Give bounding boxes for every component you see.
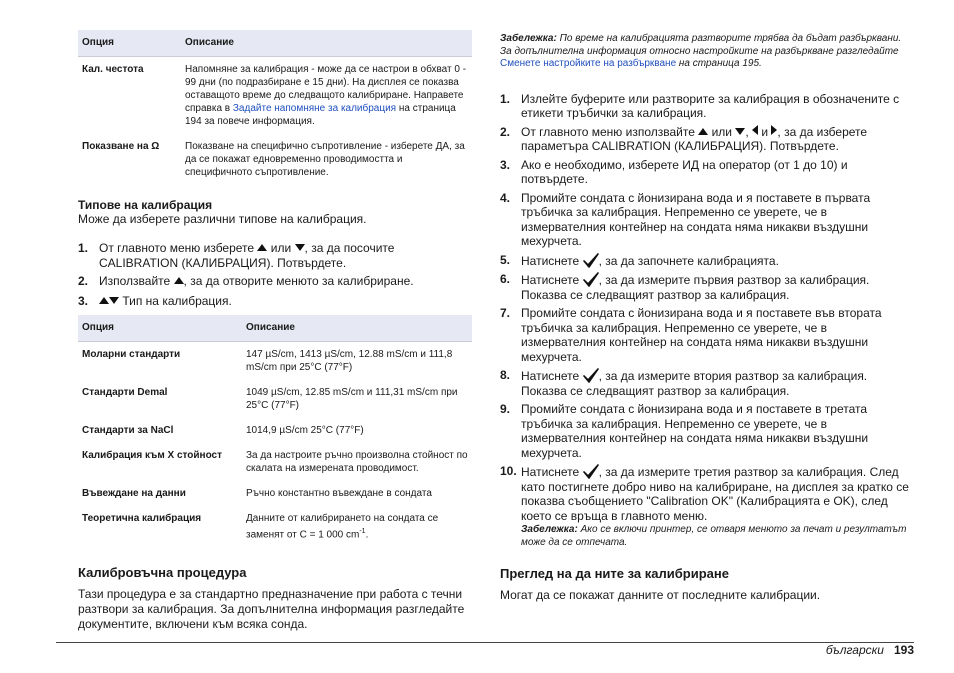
table-row [78, 342, 472, 381]
table-row [78, 57, 472, 135]
up-arrow-icon [174, 277, 184, 284]
calibration-types-heading: Типове на калибрация [78, 198, 213, 212]
confirm-check-icon [583, 464, 599, 479]
up-arrow-icon [257, 244, 267, 251]
up-arrow-icon [698, 128, 708, 135]
option-description: Данните от калибрирането на сондата се заменят от C = 1 000 $cm^{-1}$. [246, 513, 439, 541]
option-description: За да настроите ръчно произволна стойност по скалата на измерената проводимост. [246, 450, 468, 474]
list-item: 1. От главното меню изберете или , за да посочите CALIBRATION (КАЛИБРАЦИЯ). Потвърдете. [78, 241, 395, 270]
options-table-2 [78, 315, 472, 547]
stirring-note: Забележка: По време на калибрацията разтворите трябва да бъдат разбърквани. За допълнителна информация относно настройките на разбъркване разгледайте Сменете настройките на разбъркване на страница 195. [500, 33, 902, 69]
option-key: Показване на Ω [82, 141, 160, 152]
table-row [78, 506, 472, 547]
option-key: Моларни стандарти [82, 349, 181, 360]
calibration-procedure-heading: Калибровъчна процедура [78, 565, 247, 581]
table-row [78, 418, 472, 443]
table-row [78, 481, 472, 506]
option-key: Стандарти за NaCl [82, 425, 174, 436]
left-column [78, 30, 472, 632]
down-arrow-icon [109, 297, 119, 304]
table2-header-option: Опция [78, 315, 242, 342]
table-row [78, 380, 472, 418]
calibration-types-steps [78, 241, 472, 308]
option-description: 1049 µS/cm, 12.85 mS/cm и 111,31 mS/cm при 25°C (77°F) [246, 387, 458, 411]
list-item: 3. Тип на калибрация. [78, 293, 232, 308]
list-item: 6. Натиснете , за да измерите първия разтвор за калибрация. Показва се следващият разтвор за калибрация. [500, 272, 870, 302]
option-description: Показване на специфично съпротивление - изберете ДА, за да се покажат едновременно проводимостта и специфичното съпротивление. [185, 141, 465, 178]
list-item: 8. Натиснете , за да измерите втория разтвор за калибрация. Показва се следващият разтвор за калибрация. [500, 368, 868, 398]
option-description: Напомняне за калибрация - може да се настрои в обхват 0 - 99 дни (по подразбиране е 15 дни). На дисплея се показва оставащото време до следващото калибриране. Направете справка в Задайте напомняне за калибрация на страница 194 за повече информация. [185, 64, 467, 127]
stirring-settings-link[interactable]: Сменете настройките на разбъркване [500, 58, 677, 69]
option-key: Кал. честота [82, 64, 144, 75]
down-arrow-icon [735, 128, 745, 135]
calibration-types-intro: Може да изберете различни типове на калибрация. [78, 212, 367, 226]
confirm-check-icon [583, 253, 599, 268]
list-item: 2. Използвайте , за да отворите менюто за калибриране. [78, 274, 414, 288]
list-item: 3. Ако е необходимо, изберете ИД на оператор (от 1 до 10) и потвърдете. [500, 157, 848, 186]
left-arrow-icon [752, 125, 758, 135]
calibration-reminder-link[interactable]: Задайте напомняне за калибрация [232, 103, 397, 114]
footer-language: български [825, 643, 884, 657]
option-key: Теоретична калибрация [82, 513, 202, 524]
right-column [500, 33, 912, 602]
up-arrow-icon [99, 297, 109, 304]
option-description: 147 µS/cm, 1413 µS/cm, 12.88 mS/cm и 111,8 mS/cm при 25°C (77°F) [246, 349, 453, 373]
footer-divider [56, 642, 914, 643]
list-item: 4. Промийте сондата с йонизирана вода и я поставете в първата тръбичка за калибрация. Непременно се уверете, че в измервателния контейнер на сондата няма никакви въздушни мехурчета. [500, 190, 871, 248]
list-item: 10. Натиснете , за да измерите третия разтвор за калибрация. След като постигнете добро ниво на калибриране, на дисплея за кратко се показва съобщението "Calibration OK" (Калибрацията е OK), след което се връща в главното меню. Забележка: Ако се включи принтер, се отваря менюто за печат и резултатът може да се отпечата. [500, 464, 912, 549]
table-row [78, 134, 472, 185]
option-description: 1014,9 µS/cm 25°C (77°F) [246, 425, 364, 436]
option-description: Ръчно константно въвеждане в сондата [246, 488, 432, 499]
confirm-check-icon [583, 272, 599, 287]
table1-header-option: Опция [78, 30, 181, 57]
options-table-1 [78, 30, 472, 185]
calibration-procedure-text: Тази процедура е за стандартно предназначение при работа с течни разтвори за калибрация. За допълнителна информация разгледайте документите, включени към всяка сонда. [78, 587, 465, 632]
calibration-review-text: Могат да се покажат данните от последните калибрации. [500, 588, 821, 602]
table1-header-description: Описание [181, 30, 472, 57]
printer-note: Забележка: Ако се включи принтер, се отваря менюто за печат и резултатът може да се отпечата. [521, 524, 907, 548]
calibration-review-heading: Преглед на да ните за калибриране [500, 566, 729, 581]
calibration-steps [500, 92, 912, 550]
list-item: 5. Натиснете , за да започнете калибрацията. [500, 252, 779, 268]
table-row [78, 443, 472, 481]
list-item: 2. От главното меню използвайте или , и , за да изберете параметъра CALIBRATION (КАЛИБРАЦИЯ). Потвърдете. [500, 124, 868, 153]
option-key: Калибрация към X стойност [82, 450, 223, 461]
table2-header-description: Описание [242, 315, 472, 342]
list-item: 9. Промийте сондата с йонизирана вода и я поставете в третата тръбичка за калибрация. Непременно се уверете, че в измервателния контейнер на сондата няма никакви въздушни мехурчета. [500, 402, 869, 460]
page-footer [826, 643, 914, 657]
page-number: 193 [893, 643, 914, 657]
option-key: Стандарти Demal [82, 387, 168, 398]
down-arrow-icon [295, 244, 305, 251]
list-item: 1. Излейте буферите или разтворите за калибрация в обозначените с етикети тръбички за калибрация. [500, 91, 900, 120]
option-key: Въвеждане на данни [82, 488, 186, 499]
confirm-check-icon [583, 368, 599, 383]
list-item: 7. Промийте сондата с йонизирана вода и я поставете във втората тръбичка за калибрация. Непременно се уверете, че в измервателния контейнер на сондата няма никакви въздушни мехурчета. [500, 306, 882, 364]
